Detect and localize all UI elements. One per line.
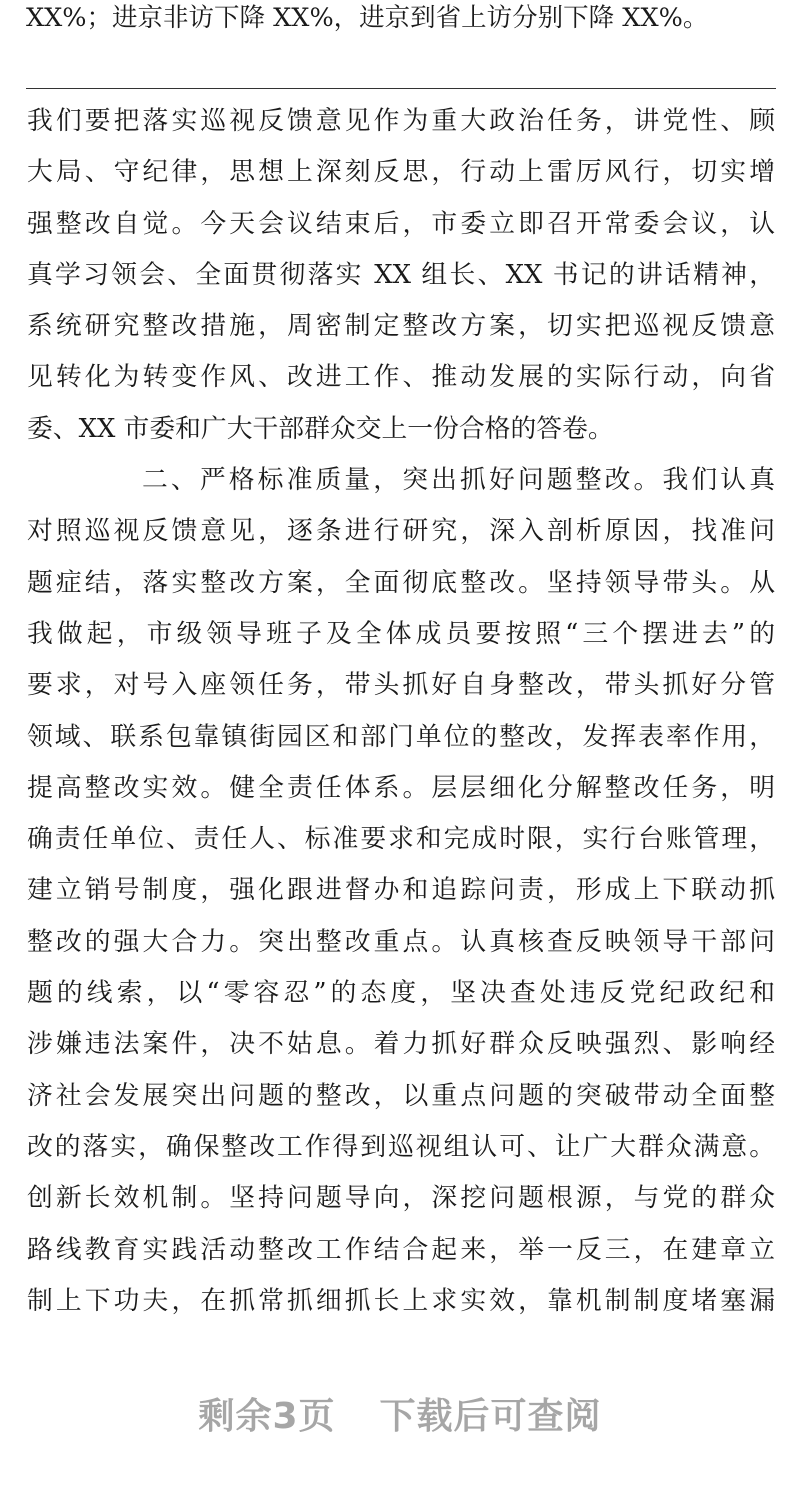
text-line: 题的线索，以“零容忍”的态度，坚决查处违反党纪政纪和	[27, 978, 775, 1009]
text-line: 确责任单位、责任人、标准要求和完成时限，实行台账管理，	[27, 824, 775, 855]
text-line: 制上下功夫，在抓常抓细抓长上求实效，靠机制制度堵塞漏	[27, 1285, 775, 1316]
paragraph-1	[27, 96, 775, 455]
text-line: 委、XX 市委和广大干部群众交上一份合格的答卷。	[27, 413, 614, 444]
text-line: 改的落实，确保整改工作得到巡视组认可、让广大群众满意。	[27, 1131, 775, 1162]
text-line: 整改的强大合力。突出整改重点。认真核查反映领导干部问	[27, 926, 775, 957]
text-line: 题症结，落实整改方案，全面彻底整改。坚持领导带头。从	[27, 567, 775, 598]
text-line: 路线教育实践活动整改工作结合起来，举一反三，在建章立	[27, 1234, 775, 1265]
text-line: 建立销号制度，强化跟进督办和追踪问责，形成上下联动抓	[27, 875, 775, 906]
text-line: 提高整改实效。健全责任体系。层层细化分解整改任务，明	[27, 772, 775, 803]
section-divider	[26, 88, 776, 89]
text-line: 强整改自觉。今天会议结束后，市委立即召开常委会议，认	[27, 208, 775, 239]
text-line: 创新长效机制。坚持问题导向，深挖问题根源，与党的群众	[27, 1183, 775, 1214]
body-text	[27, 96, 775, 1327]
text-line: 真学习领会、全面贯彻落实 XX 组长、XX 书记的讲话精神，	[27, 259, 775, 290]
section-heading-line: 二、严格标准质量，突出抓好问题整改。我们认真	[142, 465, 775, 496]
text-line: 济社会发展突出问题的整改，以重点问题的突破带动全面整	[27, 1080, 775, 1111]
top-text-line: XX%；进京非访下降 XX%，进京到省上访分别下降 XX%。	[26, 3, 709, 33]
text-line: 我们要把落实巡视反馈意见作为重大政治任务，讲党性、顾	[27, 106, 775, 136]
text-line: 大局、守纪律，思想上深刻反思，行动上雷厉风行，切实增	[27, 157, 775, 188]
remaining-pages-text: 剩余3页	[198, 1396, 336, 1437]
text-line: 涉嫌违法案件，决不姑息。着力抓好群众反映强烈、影响经	[27, 1029, 775, 1060]
text-line: 系统研究整改措施，周密制定整改方案，切实把巡视反馈意	[27, 311, 775, 342]
text-line: 见转化为转变作风、改进工作、推动发展的实际行动，向省	[27, 362, 775, 393]
text-line: 对照巡视反馈意见，逐条进行研究，深入剖析原因，找准问	[27, 516, 775, 547]
download-hint-text: 下载后可查阅	[379, 1396, 602, 1437]
remaining-pages-banner[interactable]	[0, 1388, 800, 1439]
paragraph-2	[27, 455, 775, 1327]
text-line: 领域、联系包靠镇街园区和部门单位的整改，发挥表率作用，	[27, 721, 775, 752]
text-line: 要求，对号入座领任务，带头抓好自身整改，带头抓好分管	[27, 670, 775, 701]
text-line: 我做起，市级领导班子及全体成员要按照“三个摆进去”的	[27, 618, 775, 649]
